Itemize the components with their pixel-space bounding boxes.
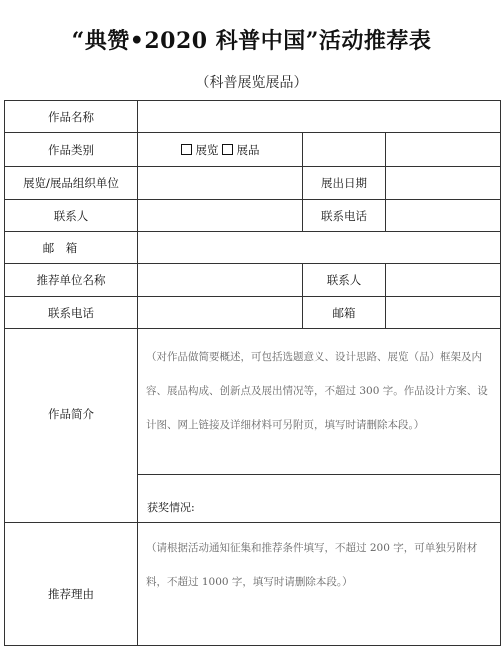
form-title: “典赞•2020 科普中国”活动推荐表 — [71, 28, 432, 54]
awards-divider — [137, 474, 501, 475]
option-exhibition: 展览 — [195, 142, 219, 157]
field-rec-phone[interactable] — [138, 297, 302, 328]
label-contact-phone: 联系电话 — [321, 208, 367, 223]
form-subtitle: （科普展览展品） — [195, 75, 308, 91]
field-org-unit[interactable] — [138, 167, 302, 199]
table-border-bottom — [4, 645, 501, 646]
label-intro: 作品简介 — [48, 407, 94, 421]
checkbox-exhibition[interactable] — [181, 144, 192, 155]
label-reason: 推荐理由 — [48, 587, 94, 601]
field-contact-phone[interactable] — [386, 200, 500, 231]
label-work-name: 作品名称 — [48, 109, 94, 124]
work-type-options — [138, 133, 302, 166]
label-exhibit-date: 展出日期 — [321, 176, 367, 190]
option-exhibit: 展品 — [236, 142, 260, 157]
label-contact: 联系人 — [53, 208, 89, 223]
table-border-right — [500, 100, 501, 646]
field-recommend-unit[interactable] — [138, 264, 302, 296]
label-awards: 获奖情况: — [147, 501, 195, 514]
label-work-type: 作品类别 — [48, 142, 94, 157]
field-email[interactable] — [138, 232, 500, 263]
field-work-name[interactable] — [138, 101, 500, 132]
intro-note[interactable]: （对作品做简要概述，可包括选题意义、设计思路、展览（品）框架及内容、展品构成、创新点及展出情况等，不超过 300 字。作品设计方案、设计图、网上链接及详细材料可另附页，填写时请删除本段。） — [146, 351, 488, 431]
field-contact[interactable] — [138, 200, 302, 231]
label-org-unit: 展览/展品组织单位 — [23, 176, 119, 190]
field-exhibit-date[interactable] — [386, 167, 500, 199]
checkbox-exhibit[interactable] — [222, 144, 233, 155]
label-rec-phone: 联系电话 — [48, 305, 94, 320]
label-rec-email: 邮箱 — [332, 305, 356, 320]
field-rec-contact[interactable] — [386, 264, 500, 296]
label-email: 邮 箱 — [42, 240, 78, 255]
reason-note[interactable]: （请根据活动通知征集和推荐条件填写，不超过 200 字，可单独另附材料，不超过 1000 字，填写时请删除本段。） — [146, 542, 478, 588]
label-recommend-unit: 推荐单位名称 — [36, 273, 106, 287]
field-rec-email[interactable] — [386, 297, 500, 328]
label-rec-contact: 联系人 — [326, 273, 362, 287]
